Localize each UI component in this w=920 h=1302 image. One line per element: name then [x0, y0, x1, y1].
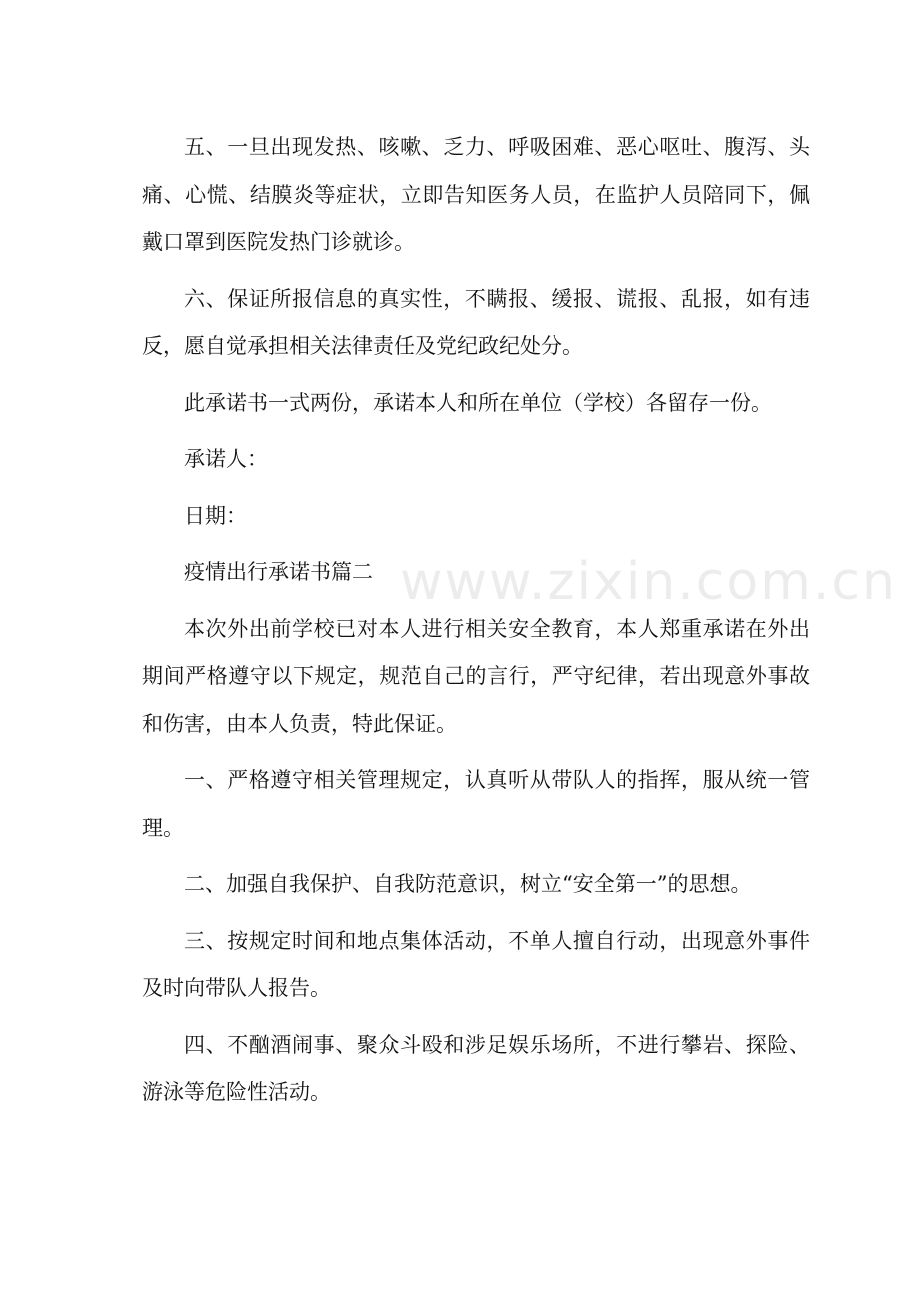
- document-body: [142, 124, 810, 1126]
- signer-label: 承诺人：: [184, 447, 268, 471]
- paragraph-intro: 本次外出前学校已对本人进行相关安全教育，本人郑重承诺在外出期间严格遵守以下规定，规范自己的言行，严守纪律，若出现意外事故和伤害，由本人负责，特此保证。: [142, 616, 810, 736]
- paragraph-item-two: 二、加强自我保护、自我防范意识，树立“安全第一”的思想。: [184, 872, 752, 896]
- paragraph-item-six: 六、保证所报信息的真实性，不瞒报、缓报、谎报、乱报，如有违反，愿自觉承担相关法律责任及党纪政纪处分。: [142, 286, 810, 358]
- date-label: 日期：: [184, 503, 247, 528]
- paragraph-item-three: 三、按规定时间和地点集体活动，不单人擅自行动，出现意外事件及时向带队人报告。: [142, 928, 810, 1000]
- section-heading: 疫情出行承诺书篇二: [184, 560, 373, 584]
- paragraph-copies-note: 此承诺书一式两份，承诺本人和所在单位（学校）各留存一份。: [184, 390, 772, 415]
- paragraph-item-five: 五、一旦出现发热、咳嗽、乏力、呼吸困难、恶心呕吐、腹泻、头痛、心慌、结膜炎等症状，立即告知医务人员，在监护人员陪同下，佩戴口罩到医院发热门诊就诊。: [142, 135, 810, 254]
- paragraph-item-four: 四、不酗酒闹事、聚众斗殴和涉足娱乐场所，不进行攀岩、探险、游泳等危险性活动。: [142, 1032, 810, 1104]
- paragraph-item-one: 一、严格遵守相关管理规定，认真听从带队人的指挥，服从统一管理。: [142, 768, 810, 840]
- watermark: www.zixin.com.cn: [400, 552, 897, 612]
